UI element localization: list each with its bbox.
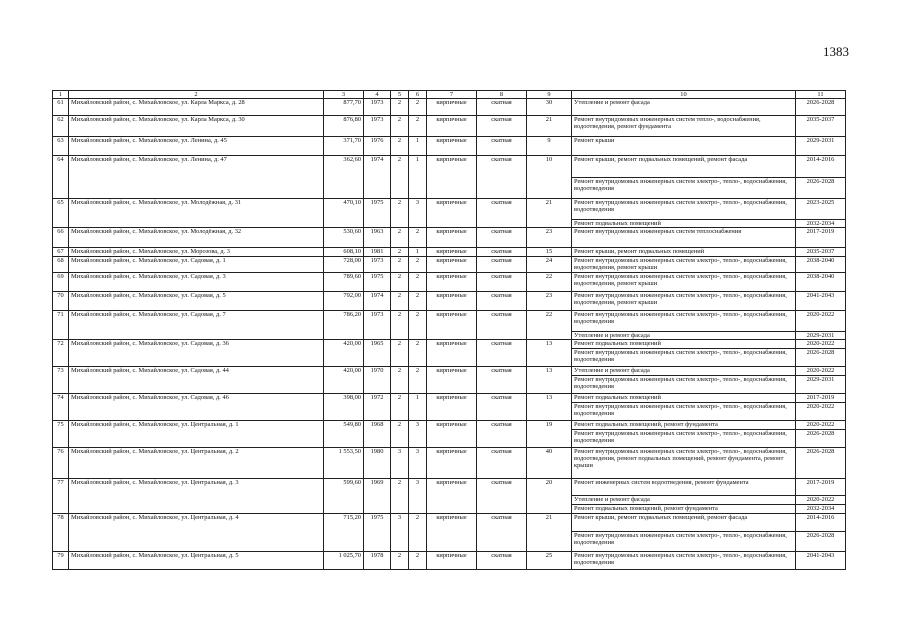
period-cell: 2041-2043 [796, 291, 846, 310]
area-cell: 877,70 [324, 99, 364, 116]
wall-material-cell: кирпичные [427, 513, 477, 551]
area-cell: 398,00 [324, 393, 364, 420]
roof-type-cell: скатная [477, 478, 527, 513]
address-cell: Михайловский район, с. Михайловское, ул. Садовая, д. 5 [69, 291, 324, 310]
period-cell: 2023-2025 [796, 199, 846, 220]
col-header: 3 [324, 91, 364, 99]
col-header: 4 [364, 91, 391, 99]
work-type-cell: Ремонт подвальных помещений [572, 393, 796, 402]
area-cell: 549,80 [324, 420, 364, 447]
work-type-cell: Ремонт крыши [572, 137, 796, 156]
column-number-header [53, 91, 846, 99]
row-number: 77 [53, 478, 69, 513]
address-cell: Михайловский район, с. Михайловское, ул. Центральная, д. 1 [69, 420, 324, 447]
area-cell: 420,00 [324, 339, 364, 366]
address-cell: Михайловский район, с. Михайловское, ул. Центральная, д. 2 [69, 447, 324, 478]
entrances-cell: 2 [409, 99, 427, 116]
col-header: 8 [477, 91, 527, 99]
row-number: 65 [53, 199, 69, 228]
entrances-cell: 2 [409, 291, 427, 310]
apartments-cell: 23 [527, 291, 572, 310]
roof-type-cell: скатная [477, 291, 527, 310]
address-cell: Михайловский район, с. Михайловское, ул. Карла Маркса, д. 30 [69, 116, 324, 137]
col-header: 5 [391, 91, 409, 99]
year-cell: 1972 [364, 393, 391, 420]
entrances-cell: 2 [409, 551, 427, 569]
col-header: 1 [53, 91, 69, 99]
work-type-cell: Ремонт внутридомовых инженерных систем электро-, тепло-, водоснабжения, водоотведения [572, 402, 796, 420]
roof-type-cell: скатная [477, 99, 527, 116]
table-row [53, 447, 846, 478]
period-cell: 2020-2022 [796, 420, 846, 429]
period-cell: 2017-2019 [796, 478, 846, 495]
work-type-cell: Ремонт подвальных помещений, ремонт фундамента [572, 504, 796, 513]
wall-material-cell: кирпичные [427, 291, 477, 310]
table-row [53, 228, 846, 248]
table-row [53, 393, 846, 402]
period-cell: 2038-2040 [796, 272, 846, 291]
work-type-cell: Ремонт внутридомовых инженерных систем электро-, тепло-, водоснабжения, водоотведения [572, 178, 796, 199]
year-cell: 1968 [364, 420, 391, 447]
area-cell: 470,10 [324, 199, 364, 228]
period-cell: 2026-2028 [796, 178, 846, 199]
entrances-cell: 3 [409, 447, 427, 478]
period-cell: 2014-2016 [796, 156, 846, 178]
address-cell: Михайловский район, с. Михайловское, ул. Молодёжная, д. 31 [69, 199, 324, 228]
floors-cell: 2 [391, 393, 409, 420]
roof-type-cell: скатная [477, 366, 527, 393]
work-type-cell: Ремонт внутридомовых инженерных систем электро-, тепло-, водоснабжения, водоотведения [572, 310, 796, 331]
work-type-cell: Ремонт внутридомовых инженерных систем электро-, тепло-, водоснабжения, водоотведения, ремонт подвальных помещений, ремонт фундамента, ремонт крыши [572, 447, 796, 478]
year-cell: 1973 [364, 116, 391, 137]
col-header: 7 [427, 91, 477, 99]
table-row [53, 248, 846, 256]
period-cell: 2014-2016 [796, 513, 846, 531]
entrances-cell: 1 [409, 156, 427, 199]
period-cell: 2020-2022 [796, 495, 846, 504]
year-cell: 1981 [364, 248, 391, 256]
apartments-cell: 23 [527, 228, 572, 248]
table-row [53, 99, 846, 116]
period-cell: 2029-2031 [796, 331, 846, 339]
address-cell: Михайловский район, с. Михайловское, ул. Садовая, д. 3 [69, 272, 324, 291]
roof-type-cell: скатная [477, 199, 527, 228]
period-cell: 2020-2022 [796, 366, 846, 375]
address-cell: Михайловский район, с. Михайловское, ул. Ленина, д. 45 [69, 137, 324, 156]
year-cell: 1965 [364, 339, 391, 366]
wall-material-cell: кирпичные [427, 248, 477, 256]
wall-material-cell: кирпичные [427, 156, 477, 199]
period-cell: 2029-2031 [796, 137, 846, 156]
apartments-cell: 13 [527, 339, 572, 366]
table-row [53, 310, 846, 331]
apartments-cell: 40 [527, 447, 572, 478]
table-row [53, 199, 846, 220]
table-row [53, 366, 846, 375]
year-cell: 1975 [364, 272, 391, 291]
floors-cell: 2 [391, 228, 409, 248]
area-cell: 362,60 [324, 156, 364, 199]
year-cell: 1963 [364, 228, 391, 248]
wall-material-cell: кирпичные [427, 447, 477, 478]
period-cell: 2026-2028 [796, 429, 846, 447]
year-cell: 1978 [364, 551, 391, 569]
area-cell: 530,60 [324, 228, 364, 248]
work-type-cell: Ремонт внутридомовых инженерных систем электро-, тепло-, водоснабжения, водоотведения [572, 531, 796, 551]
period-cell: 2017-2019 [796, 228, 846, 248]
work-type-cell: Ремонт инженерных систем водоотведения, ремонт фундамента [572, 478, 796, 495]
roof-type-cell: скатная [477, 310, 527, 339]
entrances-cell: 2 [409, 272, 427, 291]
row-number: 72 [53, 339, 69, 366]
entrances-cell: 3 [409, 478, 427, 513]
table-row [53, 339, 846, 348]
area-cell: 876,80 [324, 116, 364, 137]
apartments-cell: 15 [527, 248, 572, 256]
table-row [53, 116, 846, 137]
col-header: 2 [69, 91, 324, 99]
area-cell: 715,20 [324, 513, 364, 551]
table-row [53, 291, 846, 310]
roof-type-cell: скатная [477, 248, 527, 256]
wall-material-cell: кирпичные [427, 256, 477, 272]
work-type-cell: Ремонт внутридомовых инженерных систем электро-, тепло-, водоснабжения, водоотведения [572, 551, 796, 569]
entrances-cell: 2 [409, 513, 427, 551]
work-type-cell: Утепление и ремонт фасада [572, 99, 796, 116]
page-number: 1383 [823, 44, 849, 59]
entrances-cell: 1 [409, 248, 427, 256]
period-cell: 2017-2019 [796, 393, 846, 402]
floors-cell: 2 [391, 137, 409, 156]
year-cell: 1976 [364, 137, 391, 156]
work-type-cell: Ремонт внутридомовых инженерных систем электро-, тепло-, водоснабжения, водоотведения [572, 348, 796, 366]
work-type-cell: Ремонт внутридомовых инженерных систем электро-, тепло-, водоснабжения, водоотведения [572, 199, 796, 220]
row-number: 75 [53, 420, 69, 447]
col-header: 6 [409, 91, 427, 99]
entrances-cell: 2 [409, 310, 427, 339]
year-cell: 1970 [364, 366, 391, 393]
period-cell: 2035-2037 [796, 248, 846, 256]
floors-cell: 3 [391, 447, 409, 478]
work-type-cell: Ремонт подвальных помещений, ремонт фундамента [572, 420, 796, 429]
area-cell: 1 553,50 [324, 447, 364, 478]
roof-type-cell: скатная [477, 272, 527, 291]
floors-cell: 2 [391, 291, 409, 310]
row-number: 70 [53, 291, 69, 310]
entrances-cell: 1 [409, 393, 427, 420]
period-cell: 2032-2034 [796, 504, 846, 513]
apartments-cell: 25 [527, 551, 572, 569]
area-cell: 792,00 [324, 291, 364, 310]
period-cell: 2038-2040 [796, 256, 846, 272]
table-row [53, 420, 846, 429]
area-cell: 786,20 [324, 310, 364, 339]
year-cell: 1973 [364, 256, 391, 272]
wall-material-cell: кирпичные [427, 228, 477, 248]
table-row [53, 513, 846, 531]
address-cell: Михайловский район, с. Михайловское, ул. Садовая, д. 1 [69, 256, 324, 272]
year-cell: 1975 [364, 513, 391, 551]
year-cell: 1974 [364, 291, 391, 310]
floors-cell: 2 [391, 366, 409, 393]
roof-type-cell: скатная [477, 137, 527, 156]
row-number: 69 [53, 272, 69, 291]
work-type-cell: Ремонт внутридомовых инженерных систем электро-, тепло-, водоснабжения, водоотведения [572, 429, 796, 447]
wall-material-cell: кирпичные [427, 393, 477, 420]
roof-type-cell: скатная [477, 339, 527, 366]
roof-type-cell: скатная [477, 116, 527, 137]
roof-type-cell: скатная [477, 551, 527, 569]
col-header: 10 [572, 91, 796, 99]
work-type-cell: Ремонт внутридомовых инженерных систем электро-, тепло-, водоснабжения, водоотведения, ремонт крыши [572, 291, 796, 310]
entrances-cell: 3 [409, 420, 427, 447]
apartments-cell: 24 [527, 256, 572, 272]
row-number: 79 [53, 551, 69, 569]
floors-cell: 2 [391, 248, 409, 256]
row-number: 73 [53, 366, 69, 393]
wall-material-cell: кирпичные [427, 310, 477, 339]
floors-cell: 2 [391, 478, 409, 513]
floors-cell: 2 [391, 256, 409, 272]
period-cell: 2026-2028 [796, 531, 846, 551]
floors-cell: 2 [391, 272, 409, 291]
wall-material-cell: кирпичные [427, 366, 477, 393]
work-type-cell: Ремонт подвальных помещений [572, 339, 796, 348]
year-cell: 1975 [364, 199, 391, 228]
floors-cell: 2 [391, 339, 409, 366]
floors-cell: 2 [391, 99, 409, 116]
roof-type-cell: скатная [477, 228, 527, 248]
apartments-cell: 19 [527, 420, 572, 447]
wall-material-cell: кирпичные [427, 116, 477, 137]
wall-material-cell: кирпичные [427, 551, 477, 569]
wall-material-cell: кирпичные [427, 199, 477, 228]
entrances-cell: 2 [409, 256, 427, 272]
col-header: 9 [527, 91, 572, 99]
roof-type-cell: скатная [477, 156, 527, 199]
row-number: 64 [53, 156, 69, 199]
apartments-cell: 22 [527, 272, 572, 291]
address-cell: Михайловский район, с. Михайловское, ул. Карла Маркса, д. 28 [69, 99, 324, 116]
wall-material-cell: кирпичные [427, 420, 477, 447]
work-type-cell: Ремонт внутридомовых инженерных систем электро-, тепло-, водоснабжения, водоотведения [572, 375, 796, 393]
row-number: 63 [53, 137, 69, 156]
wall-material-cell: кирпичные [427, 137, 477, 156]
area-cell: 420,00 [324, 366, 364, 393]
table-row [53, 137, 846, 156]
entrances-cell: 3 [409, 199, 427, 228]
row-number: 62 [53, 116, 69, 137]
work-type-cell: Ремонт внутридомовых инженерных систем тепло-, водоснабжения, водоотведения, ремонт фундамента [572, 116, 796, 137]
address-cell: Михайловский район, с. Михайловское, ул. Ленина, д. 47 [69, 156, 324, 199]
work-type-cell: Ремонт крыши, ремонт подвальных помещений [572, 248, 796, 256]
address-cell: Михайловский район, с. Михайловское, ул. Садовая, д. 44 [69, 366, 324, 393]
apartments-cell: 22 [527, 310, 572, 339]
row-number: 66 [53, 228, 69, 248]
address-cell: Михайловский район, с. Михайловское, ул. Центральная, д. 4 [69, 513, 324, 551]
address-cell: Михайловский район, с. Михайловское, ул. Садовая, д. 46 [69, 393, 324, 420]
work-type-cell: Ремонт внутридомовых инженерных систем теплоснабжения [572, 228, 796, 248]
wall-material-cell: кирпичные [427, 478, 477, 513]
entrances-cell: 2 [409, 116, 427, 137]
row-number: 76 [53, 447, 69, 478]
apartments-cell: 10 [527, 156, 572, 199]
floors-cell: 2 [391, 156, 409, 199]
work-type-cell: Ремонт внутридомовых инженерных систем электро-, тепло-, водоснабжения, водоотведения, ремонт крыши [572, 256, 796, 272]
address-cell: Михайловский район, с. Михайловское, ул. Центральная, д. 5 [69, 551, 324, 569]
area-cell: 789,60 [324, 272, 364, 291]
work-type-cell: Ремонт крыши, ремонт подвальных помещений, ремонт фасада [572, 513, 796, 531]
period-cell: 2035-2037 [796, 116, 846, 137]
table-row [53, 256, 846, 272]
wall-material-cell: кирпичные [427, 339, 477, 366]
floors-cell: 2 [391, 116, 409, 137]
area-cell: 599,60 [324, 478, 364, 513]
period-cell: 2026-2028 [796, 447, 846, 478]
floors-cell: 2 [391, 420, 409, 447]
period-cell: 2020-2022 [796, 402, 846, 420]
roof-type-cell: скатная [477, 447, 527, 478]
work-type-cell: Ремонт крыши, ремонт подвальных помещений, ремонт фасада [572, 156, 796, 178]
address-cell: Михайловский район, с. Михайловское, ул. Садовая, д. 36 [69, 339, 324, 366]
year-cell: 1973 [364, 99, 391, 116]
floors-cell: 2 [391, 310, 409, 339]
floors-cell: 3 [391, 513, 409, 551]
entrances-cell: 2 [409, 339, 427, 366]
repair-schedule-table [52, 90, 846, 570]
year-cell: 1974 [364, 156, 391, 199]
apartments-cell: 9 [527, 137, 572, 156]
roof-type-cell: скатная [477, 256, 527, 272]
work-type-cell: Утепление и ремонт фасада [572, 366, 796, 375]
table-row [53, 156, 846, 178]
table-row [53, 478, 846, 495]
apartments-cell: 13 [527, 366, 572, 393]
period-cell: 2020-2022 [796, 310, 846, 331]
roof-type-cell: скатная [477, 420, 527, 447]
table-row [53, 551, 846, 569]
year-cell: 1980 [364, 447, 391, 478]
area-cell: 608,10 [324, 248, 364, 256]
year-cell: 1969 [364, 478, 391, 513]
row-number: 74 [53, 393, 69, 420]
address-cell: Михайловский район, с. Михайловское, ул. Садовая, д. 7 [69, 310, 324, 339]
address-cell: Михайловский район, с. Михайловское, ул. Молодёжная, д. 32 [69, 228, 324, 248]
work-type-cell: Ремонт внутридомовых инженерных систем электро-, тепло-, водоснабжения, водоотведения, ремонт крыши [572, 272, 796, 291]
apartments-cell: 21 [527, 513, 572, 551]
entrances-cell: 2 [409, 228, 427, 248]
period-cell: 2026-2028 [796, 348, 846, 366]
wall-material-cell: кирпичные [427, 99, 477, 116]
period-cell: 2020-2022 [796, 339, 846, 348]
area-cell: 728,00 [324, 256, 364, 272]
floors-cell: 2 [391, 551, 409, 569]
apartments-cell: 20 [527, 478, 572, 513]
year-cell: 1973 [364, 310, 391, 339]
apartments-cell: 13 [527, 393, 572, 420]
address-cell: Михайловский район, с. Михайловское, ул. Центральная, д. 3 [69, 478, 324, 513]
table-row [53, 272, 846, 291]
area-cell: 371,70 [324, 137, 364, 156]
wall-material-cell: кирпичные [427, 272, 477, 291]
work-type-cell: Утепление и ремонт фасада [572, 495, 796, 504]
work-type-cell: Утепление и ремонт фасада [572, 331, 796, 339]
roof-type-cell: скатная [477, 393, 527, 420]
roof-type-cell: скатная [477, 513, 527, 551]
apartments-cell: 30 [527, 99, 572, 116]
col-header: 11 [796, 91, 846, 99]
period-cell: 2041-2043 [796, 551, 846, 569]
period-cell: 2029-2031 [796, 375, 846, 393]
apartments-cell: 21 [527, 199, 572, 228]
entrances-cell: 2 [409, 366, 427, 393]
floors-cell: 2 [391, 199, 409, 228]
row-number: 68 [53, 256, 69, 272]
address-cell: Михайловский район, с. Михайловское, ул. Морозова, д. 3 [69, 248, 324, 256]
row-number: 67 [53, 248, 69, 256]
row-number: 78 [53, 513, 69, 551]
row-number: 61 [53, 99, 69, 116]
entrances-cell: 1 [409, 137, 427, 156]
period-cell: 2026-2028 [796, 99, 846, 116]
row-number: 71 [53, 310, 69, 339]
apartments-cell: 21 [527, 116, 572, 137]
area-cell: 1 025,70 [324, 551, 364, 569]
period-cell: 2032-2034 [796, 220, 846, 228]
work-type-cell: Ремонт подвальных помещений [572, 220, 796, 228]
